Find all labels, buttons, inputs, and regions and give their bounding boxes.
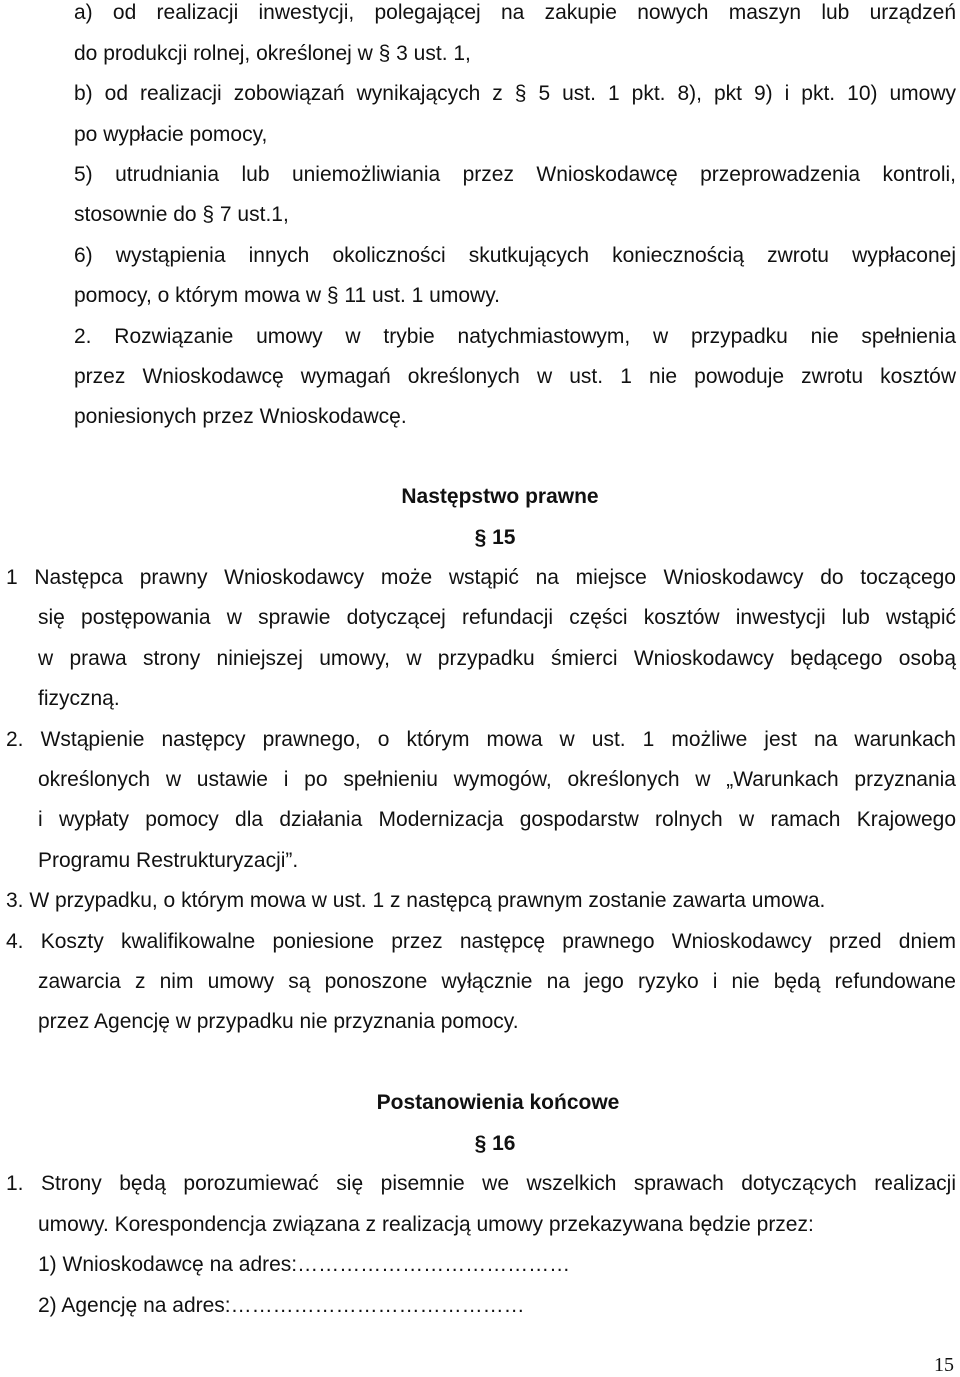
paragraph-line: stosownie do § 7 ust.1, — [74, 203, 289, 226]
paragraph-line: do produkcji rolnej, określonej w § 3 ust. 1, — [74, 42, 471, 65]
paragraph-line: 2. Rozwiązanie umowy w trybie natychmiastowym, w przypadku nie spełnienia — [74, 325, 956, 348]
paragraph-line: 2. Wstąpienie następcy prawnego, o którym mowa w ust. 1 możliwe jest na warunkach — [6, 728, 956, 751]
paragraph-line: b) od realizacji zobowiązań wynikających z § 5 ust. 1 pkt. 8), pkt 9) i pkt. 10) umowy — [74, 82, 956, 105]
paragraph-line: przez Agencję w przypadku nie przyznania pomocy. — [38, 1010, 519, 1033]
paragraph-line: 3. W przypadku, o którym mowa w ust. 1 z następcą prawnym zostanie zawarta umowa. — [6, 889, 826, 912]
section-heading: Postanowienia końcowe — [376, 1091, 620, 1114]
paragraph-line: po wypłacie pomocy, — [74, 123, 268, 146]
section-number: § 15 — [474, 526, 516, 549]
paragraph-line: określonych w ustawie i po spełnieniu wymogów, określonych w „Warunkach przyznania — [38, 768, 956, 791]
paragraph-line: przez Wnioskodawcę wymagań określonych w ust. 1 nie powoduje zwrotu kosztów — [74, 365, 956, 388]
paragraph-line: i wypłaty pomocy dla działania Modernizacja gospodarstw rolnych w ramach Krajowego — [38, 808, 956, 831]
paragraph-line: 1) Wnioskodawcę na adres:………………………………… — [38, 1253, 571, 1276]
paragraph-line: 4. Koszty kwalifikowalne poniesione przez następcę prawnego Wnioskodawcy przed dniem — [6, 930, 956, 953]
paragraph-line: w prawa strony niniejszej umowy, w przypadku śmierci Wnioskodawcy będącego osobą — [38, 647, 956, 670]
paragraph-line: Programu Restrukturyzacji”. — [38, 849, 299, 872]
paragraph-line: 1 Następca prawny Wnioskodawcy może wstąpić na miejsce Wnioskodawcy do toczącego — [6, 566, 956, 589]
section-heading: Następstwo prawne — [401, 485, 599, 508]
paragraph-line: fizyczną. — [38, 687, 120, 710]
section-number: § 16 — [474, 1132, 516, 1155]
paragraph-line: poniesionych przez Wnioskodawcę. — [74, 405, 407, 428]
paragraph-line: 5) utrudniania lub uniemożliwiania przez Wnioskodawcę przeprowadzenia kontroli, — [74, 163, 956, 186]
paragraph-line: zawarcia z nim umowy są ponoszone wyłącznie na jego ryzyko i nie będą refundowane — [38, 970, 956, 993]
page-number: 15 — [934, 1354, 954, 1376]
paragraph-line: a) od realizacji inwestycji, polegającej na zakupie nowych maszyn lub urządzeń — [74, 1, 956, 24]
paragraph-line: pomocy, o którym mowa w § 11 ust. 1 umowy. — [74, 284, 500, 307]
paragraph-line: się postępowania w sprawie dotyczącej refundacji części kosztów inwestycji lub wstąpić — [38, 606, 956, 629]
paragraph-line: 6) wystąpienia innych okoliczności skutkujących koniecznością zwrotu wypłaconej — [74, 244, 956, 267]
paragraph-line: 1. Strony będą porozumiewać się pisemnie we wszelkich sprawach dotyczących realizacji — [6, 1172, 956, 1195]
paragraph-line: umowy. Korespondencja związana z realizacją umowy przekazywana będzie przez: — [38, 1213, 814, 1236]
paragraph-line: 2) Agencję na adres:…………………………………… — [38, 1294, 525, 1317]
